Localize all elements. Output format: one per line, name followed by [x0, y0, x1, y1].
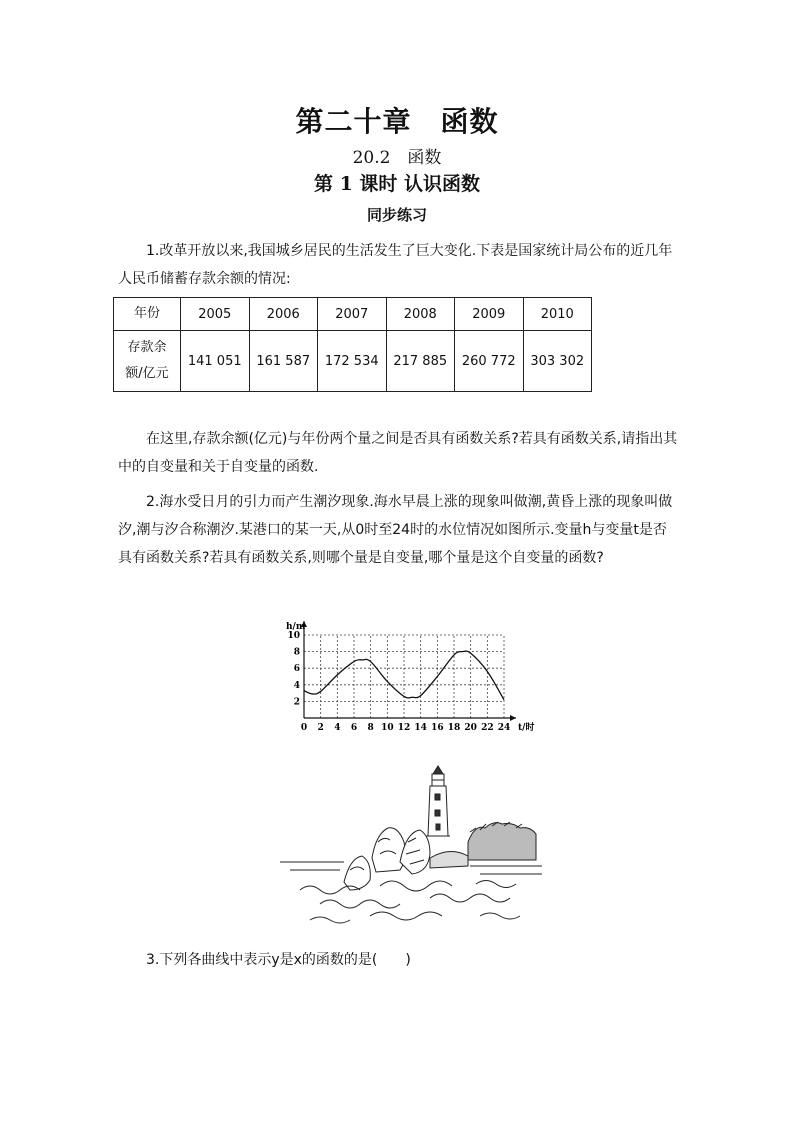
- y-tick-label: 4: [293, 680, 300, 691]
- table-cell-amount: 260 772: [455, 331, 524, 392]
- y-axis-label: h/m: [286, 622, 306, 632]
- question-3-text: 3.下列各曲线中表示y是x的函数的是( ): [146, 952, 411, 968]
- practice-heading: 同步练习: [366, 206, 427, 224]
- question-1-text: 1.改革开放以来,我国城乡居民的生活发生了巨大变化.下表是国家统计局公布的近几年人民币储蓄存款余额的情况:: [118, 243, 673, 287]
- y-tick-label: 2: [293, 697, 300, 708]
- x-tick-label: 10: [381, 723, 394, 733]
- x-tick-label: 0: [300, 723, 308, 733]
- x-tick-label: 12: [397, 723, 411, 733]
- question-1-followup: 在这里,存款余额(亿元)与年份两个量之间是否具有函数关系?若具有函数关系,请指出其中的自变量和关于自变量的函数.: [118, 431, 678, 475]
- lighthouse-illustration-icon: [280, 762, 542, 927]
- table-cell-year: 2008: [386, 298, 455, 331]
- x-tick-label: 16: [431, 723, 444, 733]
- y-tick-label: 8: [293, 647, 300, 658]
- table-cell-amount: 303 302: [523, 331, 592, 392]
- x-tick-label: 14: [414, 723, 427, 733]
- x-tick-label: 20: [464, 723, 477, 733]
- x-tick-label: 18: [447, 723, 461, 733]
- table-header-amount-line2: 额/亿元: [125, 366, 169, 381]
- x-tick-label: 24: [497, 723, 511, 733]
- table-cell-year: 2010: [523, 298, 592, 331]
- table-row: [114, 331, 592, 392]
- lesson-title: 第 1 课时 认识函数: [313, 173, 481, 195]
- table-cell-year: 2007: [318, 298, 387, 331]
- table-cell-amount: 172 534: [318, 331, 387, 392]
- chapter-title: 第二十章 函数: [295, 105, 499, 138]
- section-title: 20.2 函数: [352, 148, 442, 168]
- table-cell-amount: 217 885: [386, 331, 455, 392]
- x-axis-label: t/时: [518, 723, 535, 733]
- x-tick-label: 22: [481, 723, 494, 733]
- table-header-year: 年份: [114, 298, 181, 331]
- y-tick-label: 10: [287, 631, 300, 641]
- x-axis-arrow-icon: [510, 715, 516, 721]
- table-cell-year: 2005: [181, 298, 250, 331]
- table-cell-year: 2006: [249, 298, 318, 331]
- x-tick-label: 4: [334, 723, 341, 733]
- table-header-amount-line1: 存款余: [127, 340, 167, 355]
- table-cell-amount: 141 051: [181, 331, 250, 392]
- x-tick-label: 8: [367, 723, 374, 733]
- table-row: [114, 298, 592, 331]
- x-tick-label: 6: [350, 723, 358, 733]
- question-2-text: 2.海水受日月的引力而产生潮汐现象.海水早晨上涨的现象叫做潮,黄昏上涨的现象叫做汐,潮与汐合称潮汐.某港口的某一天,从0时至24时的水位情况如图所示.变量h与变量t是否具有函数关系?若具有函数关系,则哪个量是自变量,哪个量是这个自变量的函数?: [118, 494, 673, 566]
- table-header-amount: [114, 331, 181, 392]
- table-cell-amount: 161 587: [249, 331, 318, 392]
- tide-chart: [280, 620, 550, 750]
- table-cell-year: 2009: [455, 298, 524, 331]
- x-tick-label: 2: [317, 723, 324, 733]
- savings-table: [113, 297, 592, 392]
- y-tick-label: 6: [293, 664, 300, 675]
